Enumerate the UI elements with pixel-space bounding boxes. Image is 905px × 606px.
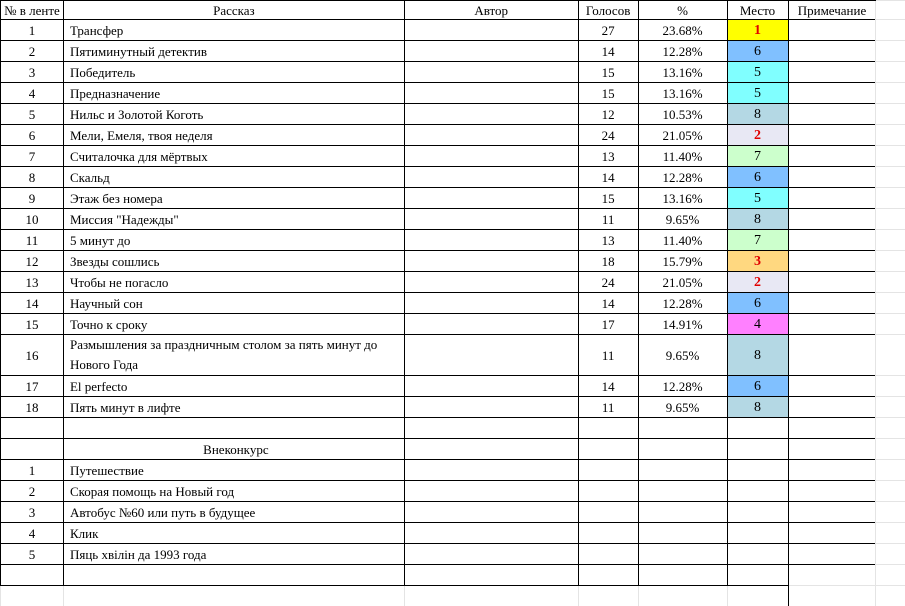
note-cell[interactable] (788, 62, 876, 83)
story-author[interactable] (404, 62, 578, 83)
empty-cell[interactable] (727, 460, 788, 481)
table-row (1, 62, 905, 83)
empty-cell[interactable] (578, 502, 638, 523)
empty-cell[interactable] (788, 586, 876, 606)
row-number[interactable]: 2 (1, 41, 64, 62)
row-number[interactable]: 3 (1, 62, 64, 83)
vote-percent[interactable]: 12.28% (638, 167, 727, 188)
table-row (1, 125, 905, 146)
empty-cell[interactable] (788, 502, 876, 523)
header-votes[interactable]: Голосов (578, 1, 638, 20)
story-title[interactable]: Чтобы не погасло (63, 272, 404, 293)
row-number[interactable]: 4 (1, 523, 64, 544)
vote-percent[interactable]: 10.53% (638, 104, 727, 125)
empty-cell[interactable] (876, 586, 905, 606)
story-title[interactable]: Скальд (63, 167, 404, 188)
row-number[interactable]: 14 (1, 293, 64, 314)
empty-cell[interactable] (578, 586, 638, 606)
empty-cell[interactable] (404, 481, 578, 502)
row-number[interactable]: 1 (1, 460, 64, 481)
story-title[interactable]: Пяць хвілін да 1993 года (63, 544, 404, 565)
place-cell[interactable]: 2 (727, 125, 788, 146)
empty-cell[interactable] (63, 586, 404, 606)
note-cell[interactable] (788, 335, 876, 376)
place-cell[interactable]: 8 (727, 209, 788, 230)
vote-count[interactable]: 13 (578, 230, 638, 251)
out-of-competition-row (1, 523, 905, 544)
empty-cell[interactable] (727, 565, 788, 586)
empty-cell[interactable] (727, 523, 788, 544)
table-row (1, 83, 905, 104)
empty-cell[interactable] (876, 20, 905, 41)
empty-cell[interactable] (876, 104, 905, 125)
place-cell[interactable]: 6 (727, 293, 788, 314)
empty-cell[interactable] (578, 418, 638, 439)
empty-cell[interactable] (876, 251, 905, 272)
header-pct[interactable]: % (638, 1, 727, 20)
place-cell[interactable]: 3 (727, 251, 788, 272)
empty-cell[interactable] (876, 209, 905, 230)
story-title[interactable]: Пятиминутный детектив (63, 41, 404, 62)
vote-percent[interactable]: 21.05% (638, 272, 727, 293)
out-of-competition-row (1, 460, 905, 481)
table-row (1, 376, 905, 397)
table-row (1, 20, 905, 41)
place-cell[interactable]: 5 (727, 188, 788, 209)
story-author[interactable] (404, 188, 578, 209)
place-cell[interactable]: 8 (727, 335, 788, 376)
empty-cell[interactable] (578, 439, 638, 460)
row-number[interactable]: 3 (1, 502, 64, 523)
vote-count[interactable]: 27 (578, 20, 638, 41)
story-author[interactable] (404, 272, 578, 293)
empty-cell[interactable] (876, 62, 905, 83)
place-cell[interactable]: 5 (727, 83, 788, 104)
vote-count[interactable]: 24 (578, 272, 638, 293)
table-row (1, 146, 905, 167)
story-title[interactable]: Научный сон (63, 293, 404, 314)
place-cell[interactable]: 7 (727, 230, 788, 251)
note-cell[interactable] (788, 293, 876, 314)
story-title[interactable]: El perfecto (63, 376, 404, 397)
vote-count[interactable]: 18 (578, 251, 638, 272)
vote-count[interactable]: 14 (578, 167, 638, 188)
story-author[interactable] (404, 251, 578, 272)
row-number[interactable]: 4 (1, 83, 64, 104)
empty-cell[interactable] (788, 523, 876, 544)
vote-count[interactable]: 11 (578, 335, 638, 376)
note-cell[interactable] (788, 397, 876, 418)
vote-count[interactable]: 11 (578, 209, 638, 230)
story-title[interactable]: Точно к сроку (63, 314, 404, 335)
story-title[interactable]: Автобус №60 или путь в будущее (63, 502, 404, 523)
note-cell[interactable] (788, 125, 876, 146)
vote-count[interactable]: 17 (578, 314, 638, 335)
story-title[interactable]: Путешествие (63, 460, 404, 481)
empty-cell[interactable] (727, 502, 788, 523)
place-cell[interactable]: 8 (727, 397, 788, 418)
empty-cell[interactable] (404, 523, 578, 544)
story-title[interactable]: Победитель (63, 62, 404, 83)
empty-cell[interactable] (876, 230, 905, 251)
empty-cell[interactable] (876, 439, 905, 460)
row-number[interactable]: 15 (1, 314, 64, 335)
place-cell[interactable]: 6 (727, 376, 788, 397)
spacer-row (1, 418, 905, 439)
empty-cell[interactable] (876, 523, 905, 544)
empty-cell[interactable] (63, 565, 404, 586)
story-author[interactable] (404, 314, 578, 335)
empty-cell[interactable] (1, 565, 64, 586)
story-title[interactable]: Считалочка для мёртвых (63, 146, 404, 167)
empty-row (1, 565, 905, 586)
vote-count[interactable]: 15 (578, 188, 638, 209)
vote-percent[interactable]: 11.40% (638, 146, 727, 167)
empty-cell[interactable] (638, 460, 727, 481)
vote-count[interactable]: 11 (578, 397, 638, 418)
empty-cell[interactable] (638, 418, 727, 439)
empty-cell[interactable] (788, 439, 876, 460)
empty-cell[interactable] (876, 335, 905, 376)
empty-cell[interactable] (727, 544, 788, 565)
header-num[interactable]: № в ленте (1, 1, 64, 20)
empty-cell[interactable] (876, 544, 905, 565)
empty-cell[interactable] (638, 439, 727, 460)
place-cell[interactable]: 8 (727, 104, 788, 125)
out-of-competition-row (1, 502, 905, 523)
row-number[interactable]: 13 (1, 272, 64, 293)
grid-row (1, 586, 905, 606)
table-row (1, 41, 905, 62)
story-author[interactable] (404, 41, 578, 62)
empty-cell[interactable] (788, 565, 876, 586)
story-author[interactable] (404, 335, 578, 376)
empty-cell[interactable] (1, 418, 64, 439)
empty-cell[interactable] (876, 502, 905, 523)
row-number[interactable]: 6 (1, 125, 64, 146)
story-title[interactable]: Миссия "Надежды" (63, 209, 404, 230)
empty-cell[interactable] (876, 460, 905, 481)
place-cell[interactable]: 2 (727, 272, 788, 293)
header-note[interactable]: Примечание (788, 1, 876, 20)
empty-cell[interactable] (404, 544, 578, 565)
empty-cell[interactable] (727, 586, 788, 606)
story-author[interactable] (404, 293, 578, 314)
vote-count[interactable]: 24 (578, 125, 638, 146)
place-cell[interactable]: 4 (727, 314, 788, 335)
empty-cell[interactable] (876, 376, 905, 397)
table-row (1, 314, 905, 335)
vote-count[interactable]: 14 (578, 376, 638, 397)
story-title[interactable]: Предназначение (63, 83, 404, 104)
vote-count[interactable]: 15 (578, 62, 638, 83)
empty-cell[interactable] (578, 523, 638, 544)
vote-percent[interactable]: 13.16% (638, 188, 727, 209)
empty-cell[interactable] (404, 565, 578, 586)
vote-percent[interactable]: 12.28% (638, 293, 727, 314)
story-title[interactable]: Нильс и Золотой Коготь (63, 104, 404, 125)
empty-cell[interactable] (788, 544, 876, 565)
place-cell[interactable]: 1 (727, 20, 788, 41)
out-of-competition-row (1, 481, 905, 502)
out-of-competition-header-row (1, 439, 905, 460)
table-row (1, 272, 905, 293)
vote-count[interactable]: 12 (578, 104, 638, 125)
story-title[interactable]: 5 минут до (63, 230, 404, 251)
note-cell[interactable] (788, 20, 876, 41)
story-author[interactable] (404, 397, 578, 418)
story-author[interactable] (404, 376, 578, 397)
table-row (1, 293, 905, 314)
empty-cell[interactable] (788, 481, 876, 502)
vote-percent[interactable]: 14.91% (638, 314, 727, 335)
empty-cell[interactable] (788, 418, 876, 439)
empty-cell[interactable] (638, 586, 727, 606)
vote-percent[interactable]: 13.16% (638, 62, 727, 83)
vote-percent[interactable]: 23.68% (638, 20, 727, 41)
vote-percent[interactable]: 9.65% (638, 335, 727, 376)
story-title[interactable]: Клик (63, 523, 404, 544)
story-author[interactable] (404, 125, 578, 146)
empty-cell[interactable] (63, 418, 404, 439)
empty-cell[interactable] (404, 502, 578, 523)
row-number[interactable]: 16 (1, 335, 64, 376)
empty-cell[interactable] (876, 41, 905, 62)
story-title[interactable]: Скорая помощь на Новый год (63, 481, 404, 502)
vote-count[interactable]: 14 (578, 293, 638, 314)
note-cell[interactable] (788, 104, 876, 125)
row-number[interactable]: 5 (1, 104, 64, 125)
empty-cell[interactable] (1, 439, 64, 460)
story-author[interactable] (404, 146, 578, 167)
note-cell[interactable] (788, 314, 876, 335)
empty-cell[interactable] (638, 523, 727, 544)
vote-percent[interactable]: 12.28% (638, 376, 727, 397)
row-number[interactable]: 17 (1, 376, 64, 397)
empty-cell[interactable] (404, 460, 578, 481)
note-cell[interactable] (788, 188, 876, 209)
empty-cell[interactable] (638, 481, 727, 502)
empty-cell[interactable] (638, 565, 727, 586)
vote-percent[interactable]: 9.65% (638, 397, 727, 418)
table-row (1, 335, 905, 376)
header-row (1, 1, 905, 20)
empty-cell[interactable] (876, 314, 905, 335)
header-place[interactable]: Место (727, 1, 788, 20)
empty-cell[interactable] (1, 586, 64, 606)
note-cell[interactable] (788, 83, 876, 104)
note-cell[interactable] (788, 41, 876, 62)
empty-cell[interactable] (876, 146, 905, 167)
empty-cell[interactable] (876, 418, 905, 439)
vote-percent[interactable]: 11.40% (638, 230, 727, 251)
table-row (1, 188, 905, 209)
empty-cell[interactable] (404, 418, 578, 439)
empty-cell[interactable] (788, 460, 876, 481)
story-title[interactable]: Этаж без номера (63, 188, 404, 209)
empty-cell[interactable] (876, 565, 905, 586)
empty-cell[interactable] (876, 188, 905, 209)
empty-cell[interactable] (876, 125, 905, 146)
story-author[interactable] (404, 167, 578, 188)
empty-cell[interactable] (876, 167, 905, 188)
out-of-competition-row (1, 544, 905, 565)
empty-cell[interactable] (727, 481, 788, 502)
note-cell[interactable] (788, 167, 876, 188)
vote-percent[interactable]: 9.65% (638, 209, 727, 230)
header-title[interactable]: Рассказ (63, 1, 404, 20)
story-author[interactable] (404, 104, 578, 125)
story-title[interactable]: Трансфер (63, 20, 404, 41)
table-row (1, 251, 905, 272)
empty-cell[interactable] (876, 481, 905, 502)
story-title[interactable]: Размышления за праздничным столом за пять минут до Нового Года (63, 335, 404, 376)
row-number[interactable]: 2 (1, 481, 64, 502)
story-title[interactable]: Пять минут в лифте (63, 397, 404, 418)
place-cell[interactable]: 7 (727, 146, 788, 167)
empty-cell[interactable] (638, 544, 727, 565)
story-author[interactable] (404, 209, 578, 230)
row-number[interactable]: 9 (1, 188, 64, 209)
row-number[interactable]: 7 (1, 146, 64, 167)
row-number[interactable]: 5 (1, 544, 64, 565)
table-row (1, 209, 905, 230)
empty-cell[interactable] (727, 439, 788, 460)
table-row (1, 167, 905, 188)
story-author[interactable] (404, 230, 578, 251)
vote-percent[interactable]: 13.16% (638, 83, 727, 104)
empty-cell[interactable] (578, 565, 638, 586)
row-number[interactable]: 18 (1, 397, 64, 418)
story-title[interactable]: Мели, Емеля, твоя неделя (63, 125, 404, 146)
empty-cell[interactable] (404, 439, 578, 460)
empty-cell[interactable] (638, 502, 727, 523)
vote-count[interactable]: 14 (578, 41, 638, 62)
row-number[interactable]: 1 (1, 20, 64, 41)
out-of-competition-title[interactable]: Внеконкурс (63, 439, 404, 460)
note-cell[interactable] (788, 251, 876, 272)
vote-count[interactable]: 13 (578, 146, 638, 167)
table-row (1, 397, 905, 418)
row-number[interactable]: 11 (1, 230, 64, 251)
results-table-body (1, 1, 905, 606)
note-cell[interactable] (788, 230, 876, 251)
note-cell[interactable] (788, 209, 876, 230)
story-title[interactable]: Звезды сошлись (63, 251, 404, 272)
place-cell[interactable]: 6 (727, 167, 788, 188)
empty-cell[interactable] (876, 272, 905, 293)
empty-cell[interactable] (876, 293, 905, 314)
empty-cell[interactable] (578, 544, 638, 565)
row-number[interactable]: 10 (1, 209, 64, 230)
vote-percent[interactable]: 21.05% (638, 125, 727, 146)
header-author[interactable]: Автор (404, 1, 578, 20)
row-number[interactable]: 8 (1, 167, 64, 188)
vote-count[interactable]: 15 (578, 83, 638, 104)
empty-cell[interactable] (876, 397, 905, 418)
empty-cell[interactable] (404, 586, 578, 606)
note-cell[interactable] (788, 146, 876, 167)
story-author[interactable] (404, 83, 578, 104)
place-cell[interactable]: 6 (727, 41, 788, 62)
note-cell[interactable] (788, 376, 876, 397)
empty-cell[interactable] (876, 1, 905, 20)
vote-percent[interactable]: 15.79% (638, 251, 727, 272)
table-row (1, 230, 905, 251)
empty-cell[interactable] (727, 418, 788, 439)
empty-cell[interactable] (876, 83, 905, 104)
note-cell[interactable] (788, 272, 876, 293)
story-author[interactable] (404, 20, 578, 41)
empty-cell[interactable] (578, 460, 638, 481)
row-number[interactable]: 12 (1, 251, 64, 272)
vote-percent[interactable]: 12.28% (638, 41, 727, 62)
table-row (1, 104, 905, 125)
empty-cell[interactable] (578, 481, 638, 502)
place-cell[interactable]: 5 (727, 62, 788, 83)
